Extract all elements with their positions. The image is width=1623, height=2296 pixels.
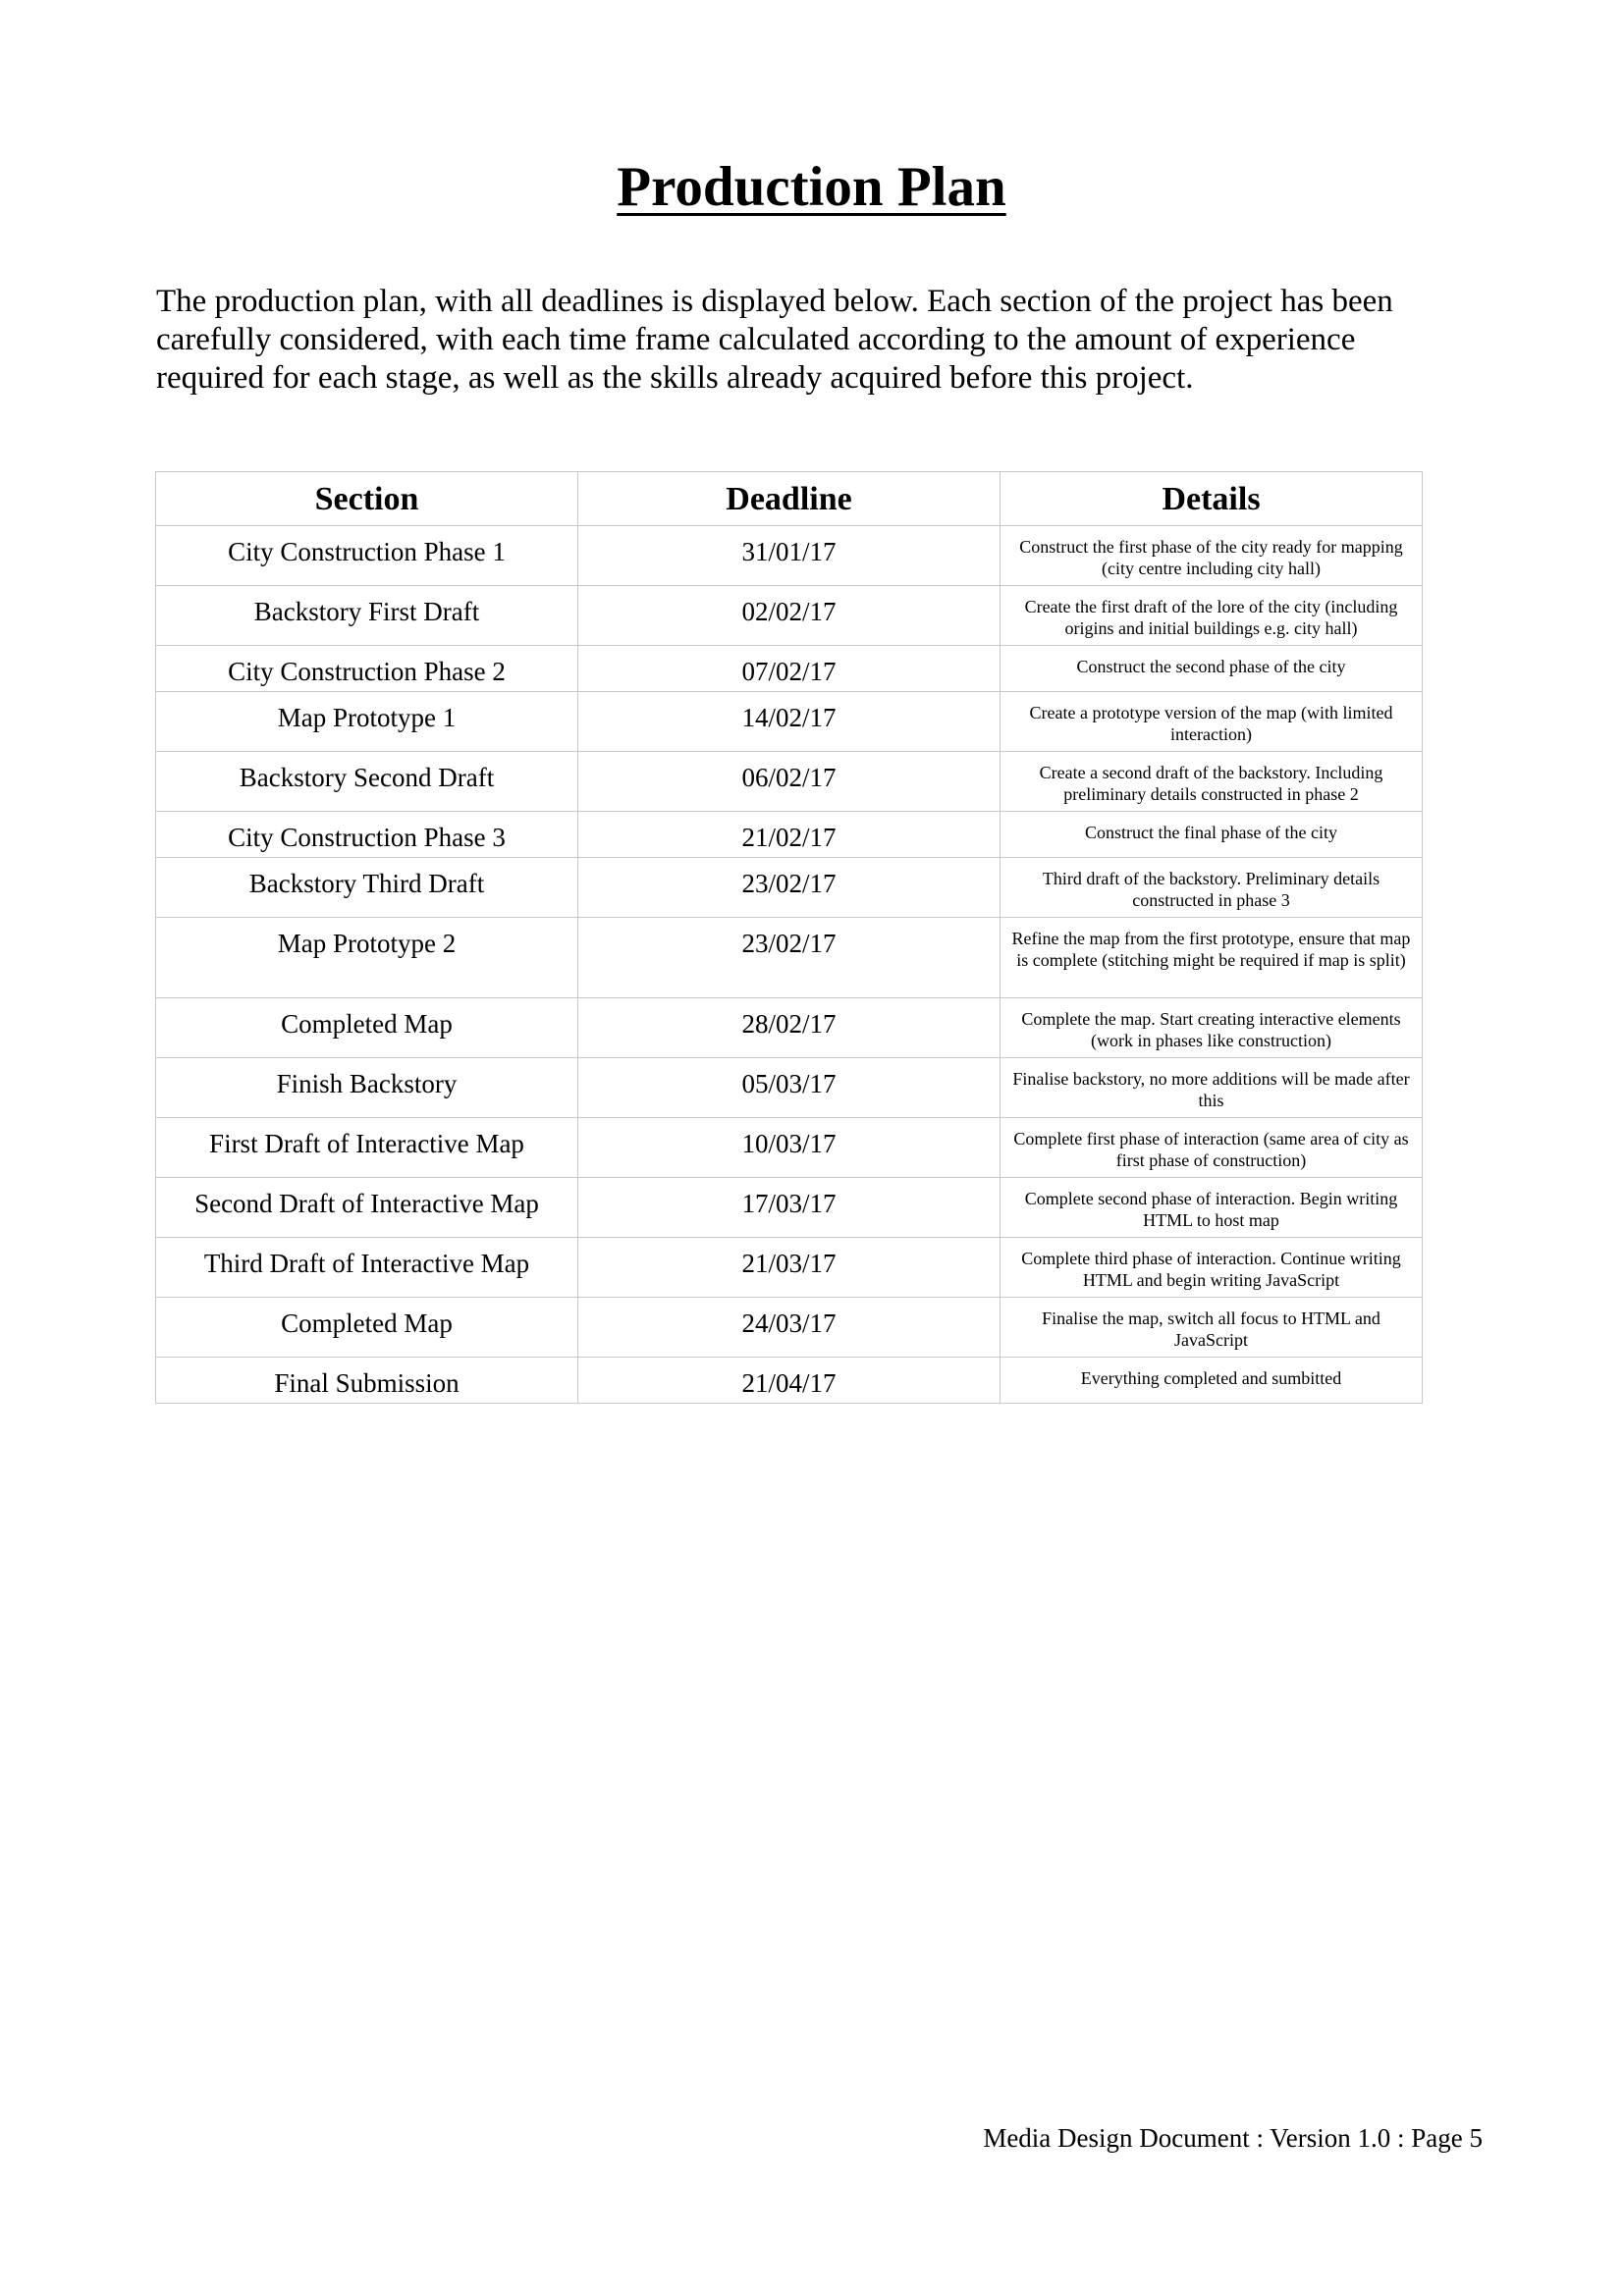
cell-details: Complete second phase of interaction. Begin writing HTML to host map xyxy=(1001,1178,1423,1238)
cell-section: Third Draft of Interactive Map xyxy=(156,1238,578,1298)
table-row xyxy=(156,998,1423,1058)
cell-details: Finalise backstory, no more additions will be made after this xyxy=(1001,1058,1423,1118)
cell-details: Everything completed and sumbitted xyxy=(1001,1358,1423,1404)
cell-details: Create a second draft of the backstory. Including preliminary details constructed in phase 2 xyxy=(1001,752,1423,812)
cell-details: Construct the first phase of the city ready for mapping (city centre including city hall) xyxy=(1001,526,1423,586)
cell-details: Complete third phase of interaction. Continue writing HTML and begin writing JavaScript xyxy=(1001,1238,1423,1298)
cell-deadline: 21/04/17 xyxy=(578,1358,1001,1404)
table-row xyxy=(156,1358,1423,1404)
cell-details: Construct the second phase of the city xyxy=(1001,646,1423,692)
header-deadline: Deadline xyxy=(578,472,1001,526)
intro-paragraph: The production plan, with all deadlines is displayed below. Each section of the project has been carefully considered, with each time frame calculated according to the amount of experience required for each stage, as well as the skills already acquired before this project. xyxy=(156,284,1393,396)
cell-section: First Draft of Interactive Map xyxy=(156,1118,578,1178)
production-plan-table xyxy=(155,471,1423,1404)
header-details: Details xyxy=(1001,472,1423,526)
cell-section: City Construction Phase 1 xyxy=(156,526,578,586)
page-footer: Media Design Document : Version 1.0 : Page 5 xyxy=(983,2123,1483,2153)
table-row xyxy=(156,918,1423,998)
cell-details: Create the first draft of the lore of the city (including origins and initial buildings e.g. city hall) xyxy=(1001,586,1423,646)
table-row xyxy=(156,1238,1423,1298)
cell-section: Second Draft of Interactive Map xyxy=(156,1178,578,1238)
page-title: Production Plan xyxy=(617,156,1006,218)
cell-details: Complete first phase of interaction (same area of city as first phase of construction) xyxy=(1001,1118,1423,1178)
cell-details: Complete the map. Start creating interactive elements (work in phases like construction) xyxy=(1001,998,1423,1058)
table-row xyxy=(156,752,1423,812)
cell-deadline: 31/01/17 xyxy=(578,526,1001,586)
table-row xyxy=(156,1298,1423,1358)
cell-section: Final Submission xyxy=(156,1358,578,1404)
table-header-row xyxy=(156,472,1423,526)
cell-section: Backstory Second Draft xyxy=(156,752,578,812)
table-row xyxy=(156,1118,1423,1178)
cell-deadline: 23/02/17 xyxy=(578,858,1001,918)
cell-section: Backstory Third Draft xyxy=(156,858,578,918)
cell-section: City Construction Phase 3 xyxy=(156,812,578,858)
cell-details: Create a prototype version of the map (with limited interaction) xyxy=(1001,692,1423,752)
cell-deadline: 17/03/17 xyxy=(578,1178,1001,1238)
table-row xyxy=(156,858,1423,918)
cell-section: Completed Map xyxy=(156,1298,578,1358)
table-row xyxy=(156,1178,1423,1238)
header-section: Section xyxy=(156,472,578,526)
cell-deadline: 28/02/17 xyxy=(578,998,1001,1058)
cell-details: Finalise the map, switch all focus to HTML and JavaScript xyxy=(1001,1298,1423,1358)
cell-deadline: 21/03/17 xyxy=(578,1238,1001,1298)
cell-section: Completed Map xyxy=(156,998,578,1058)
cell-details: Refine the map from the first prototype, ensure that map is complete (stitching might be required if map is split) xyxy=(1001,918,1423,998)
cell-deadline: 06/02/17 xyxy=(578,752,1001,812)
cell-section: Finish Backstory xyxy=(156,1058,578,1118)
cell-deadline: 02/02/17 xyxy=(578,586,1001,646)
cell-section: City Construction Phase 2 xyxy=(156,646,578,692)
cell-section: Backstory First Draft xyxy=(156,586,578,646)
table-row xyxy=(156,692,1423,752)
table-row xyxy=(156,1058,1423,1118)
cell-section: Map Prototype 1 xyxy=(156,692,578,752)
cell-details: Construct the final phase of the city xyxy=(1001,812,1423,858)
cell-deadline: 23/02/17 xyxy=(578,918,1001,998)
table-row xyxy=(156,526,1423,586)
cell-deadline: 05/03/17 xyxy=(578,1058,1001,1118)
cell-deadline: 14/02/17 xyxy=(578,692,1001,752)
table-row xyxy=(156,586,1423,646)
table-row xyxy=(156,812,1423,858)
cell-deadline: 07/02/17 xyxy=(578,646,1001,692)
cell-details: Third draft of the backstory. Preliminary details constructed in phase 3 xyxy=(1001,858,1423,918)
table-row xyxy=(156,646,1423,692)
cell-deadline: 21/02/17 xyxy=(578,812,1001,858)
cell-section: Map Prototype 2 xyxy=(156,918,578,998)
cell-deadline: 10/03/17 xyxy=(578,1118,1001,1178)
cell-deadline: 24/03/17 xyxy=(578,1298,1001,1358)
